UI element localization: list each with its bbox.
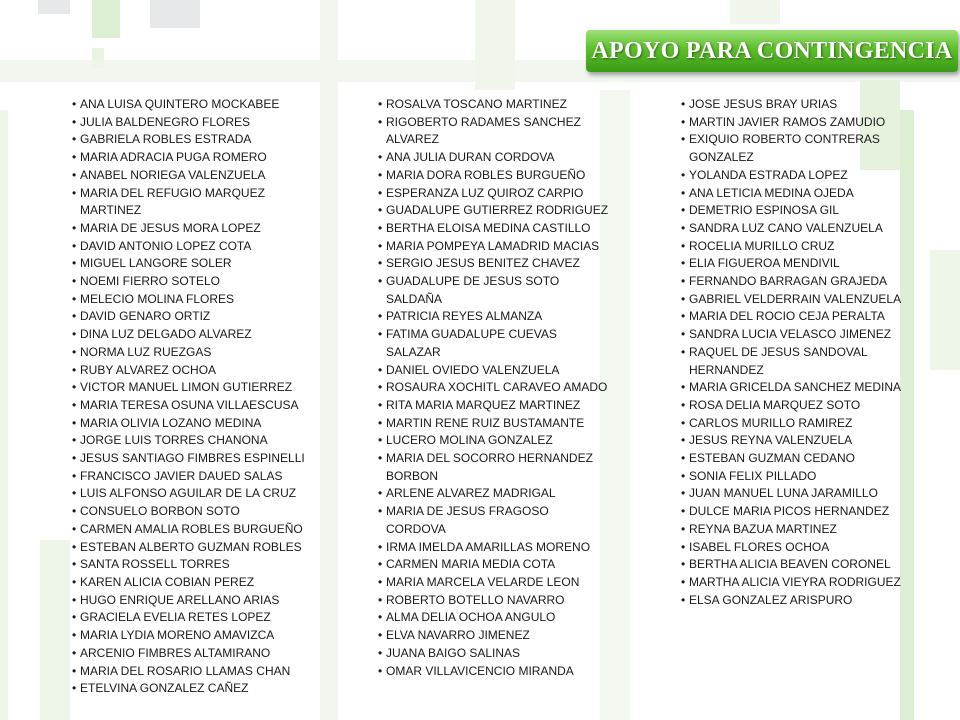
list-item: • SANDRA LUCIA VELASCO JIMENEZ (681, 326, 916, 344)
list-item: • RIGOBERTO RADAMES SANCHEZ ALVAREZ (378, 114, 610, 149)
list-item: • RITA MARIA MARQUEZ MARTINEZ (378, 397, 610, 415)
list-item: • JESUS REYNA VALENZUELA (681, 432, 916, 450)
list-item: • SANDRA LUZ CANO VALENZUELA (681, 220, 916, 238)
list-item: • MARIA TERESA OSUNA VILLAESCUSA (72, 397, 310, 415)
list-item: • JOSE JESUS BRAY URIAS (681, 96, 916, 114)
list-item: • CARMEN AMALIA ROBLES BURGUEÑO (72, 521, 310, 539)
list-item: • HUGO ENRIQUE ARELLANO ARIAS (72, 592, 310, 610)
list-item: • RUBY ALVAREZ OCHOA (72, 362, 310, 380)
list-item: • FRANCISCO JAVIER DAUED SALAS (72, 468, 310, 486)
list-item: • MARIA MARCELA VELARDE LEON (378, 574, 610, 592)
list-item: • NOEMI FIERRO SOTELO (72, 273, 310, 291)
list-item: • MARIA ADRACIA PUGA ROMERO (72, 149, 310, 167)
list-item: • JUANA BAIGO SALINAS (378, 645, 610, 663)
list-item: • ESTEBAN GUZMAN CEDANO (681, 450, 916, 468)
list-item: • MIGUEL LANGORE SOLER (72, 255, 310, 273)
list-item: • ANABEL NORIEGA VALENZUELA (72, 167, 310, 185)
list-item: • MARIA DORA ROBLES BURGUEÑO (378, 167, 610, 185)
list-item: • MARIA GRICELDA SANCHEZ MEDINA (681, 379, 916, 397)
list-item: • GABRIELA ROBLES ESTRADA (72, 131, 310, 149)
list-item: • RAQUEL DE JESUS SANDOVAL HERNANDEZ (681, 344, 916, 379)
list-item: • VICTOR MANUEL LIMON GUTIERREZ (72, 379, 310, 397)
list-item: • MELECIO MOLINA FLORES (72, 291, 310, 309)
list-item: • SONIA FELIX PILLADO (681, 468, 916, 486)
list-item: • YOLANDA ESTRADA LOPEZ (681, 167, 916, 185)
list-item: • CONSUELO BORBON SOTO (72, 503, 310, 521)
list-item: • NORMA LUZ RUEZGAS (72, 344, 310, 362)
list-item: • ROBERTO BOTELLO NAVARRO (378, 592, 610, 610)
list-item: • MARIA OLIVIA LOZANO MEDINA (72, 415, 310, 433)
list-item: • OMAR VILLAVICENCIO MIRANDA (378, 663, 610, 681)
list-item: • ANA LUISA QUINTERO MOCKABEE (72, 96, 310, 114)
list-item: • CARMEN MARIA MEDIA COTA (378, 556, 610, 574)
names-column-3 (681, 96, 916, 609)
list-item: • ARCENIO FIMBRES ALTAMIRANO (72, 645, 310, 663)
list-item: • BERTHA ELOISA MEDINA CASTILLO (378, 220, 610, 238)
list-item: • KAREN ALICIA COBIAN PEREZ (72, 574, 310, 592)
list-item: • GABRIEL VELDERRAIN VALENZUELA (681, 291, 916, 309)
list-item: • MARIA DE JESUS FRAGOSO CORDOVA (378, 503, 610, 538)
list-item: • MARIA DEL ROSARIO LLAMAS CHAN (72, 663, 310, 681)
list-item: • ESPERANZA LUZ QUIROZ CARPIO (378, 185, 610, 203)
list-item: • IRMA IMELDA AMARILLAS MORENO (378, 539, 610, 557)
names-column-1 (72, 96, 310, 698)
list-item: • MARTIN JAVIER RAMOS ZAMUDIO (681, 114, 916, 132)
list-item: • ELVA NAVARRO JIMENEZ (378, 627, 610, 645)
list-item: • MARTIN RENE RUIZ BUSTAMANTE (378, 415, 610, 433)
list-item: • MARIA DE JESUS MORA LOPEZ (72, 220, 310, 238)
list-item: • ROSAURA XOCHITL CARAVEO AMADO (378, 379, 610, 397)
list-item: • LUCERO MOLINA GONZALEZ (378, 432, 610, 450)
list-item: • EXIQUIO ROBERTO CONTRERAS GONZALEZ (681, 131, 916, 166)
list-item: • DAVID ANTONIO LOPEZ COTA (72, 238, 310, 256)
list-item: • DAVID GENARO ORTIZ (72, 308, 310, 326)
list-item: • MARIA DEL REFUGIO MARQUEZ MARTINEZ (72, 185, 310, 220)
list-item: • GRACIELA EVELIA RETES LOPEZ (72, 609, 310, 627)
list-item: • ETELVINA GONZALEZ CAÑEZ (72, 680, 310, 698)
list-item: • PATRICIA REYES ALMANZA (378, 308, 610, 326)
list-item: • MARIA LYDIA MORENO AMAVIZCA (72, 627, 310, 645)
names-column-2 (378, 96, 610, 680)
list-item: • ALMA DELIA OCHOA ANGULO (378, 609, 610, 627)
list-item: • FERNANDO BARRAGAN GRAJEDA (681, 273, 916, 291)
list-item: • ANA JULIA DURAN CORDOVA (378, 149, 610, 167)
title-banner (586, 30, 958, 72)
list-item: • JORGE LUIS TORRES CHANONA (72, 432, 310, 450)
list-item: • FATIMA GUADALUPE CUEVAS SALAZAR (378, 326, 610, 361)
list-item: • MARTHA ALICIA VIEYRA RODRIGUEZ (681, 574, 916, 592)
list-item: • JUAN MANUEL LUNA JARAMILLO (681, 485, 916, 503)
list-item: • ISABEL FLORES OCHOA (681, 539, 916, 557)
list-item: • ELSA GONZALEZ ARISPURO (681, 592, 916, 610)
list-item: • GUADALUPE DE JESUS SOTO SALDAÑA (378, 273, 610, 308)
list-item: • REYNA BAZUA MARTINEZ (681, 521, 916, 539)
list-item: • DULCE MARIA PICOS HERNANDEZ (681, 503, 916, 521)
list-item: • DEMETRIO ESPINOSA GIL (681, 202, 916, 220)
list-item: • ROCELIA MURILLO CRUZ (681, 238, 916, 256)
list-item: • DANIEL OVIEDO VALENZUELA (378, 362, 610, 380)
list-item: • JESUS SANTIAGO FIMBRES ESPINELLI (72, 450, 310, 468)
list-item: • SERGIO JESUS BENITEZ CHAVEZ (378, 255, 610, 273)
list-item: • ESTEBAN ALBERTO GUZMAN ROBLES (72, 539, 310, 557)
list-item: • GUADALUPE GUTIERREZ RODRIGUEZ (378, 202, 610, 220)
list-item: • CARLOS MURILLO RAMIREZ (681, 415, 916, 433)
list-item: • MARIA DEL ROCIO CEJA PERALTA (681, 308, 916, 326)
list-item: • MARIA POMPEYA LAMADRID MACIAS (378, 238, 610, 256)
list-item: • BERTHA ALICIA BEAVEN CORONEL (681, 556, 916, 574)
list-item: • SANTA ROSSELL TORRES (72, 556, 310, 574)
list-item: • MARIA DEL SOCORRO HERNANDEZ BORBON (378, 450, 610, 485)
list-item: • ROSA DELIA MARQUEZ SOTO (681, 397, 916, 415)
list-item: • ANA LETICIA MEDINA OJEDA (681, 185, 916, 203)
list-item: • ELIA FIGUEROA MENDIVIL (681, 255, 916, 273)
list-item: • ARLENE ALVAREZ MADRIGAL (378, 485, 610, 503)
list-item: • LUIS ALFONSO AGUILAR DE LA CRUZ (72, 485, 310, 503)
list-item: • DINA LUZ DELGADO ALVAREZ (72, 326, 310, 344)
list-item: • JULIA BALDENEGRO FLORES (72, 114, 310, 132)
list-item: • ROSALVA TOSCANO MARTINEZ (378, 96, 610, 114)
page-title: APOYO PARA CONTINGENCIA (591, 37, 953, 64)
